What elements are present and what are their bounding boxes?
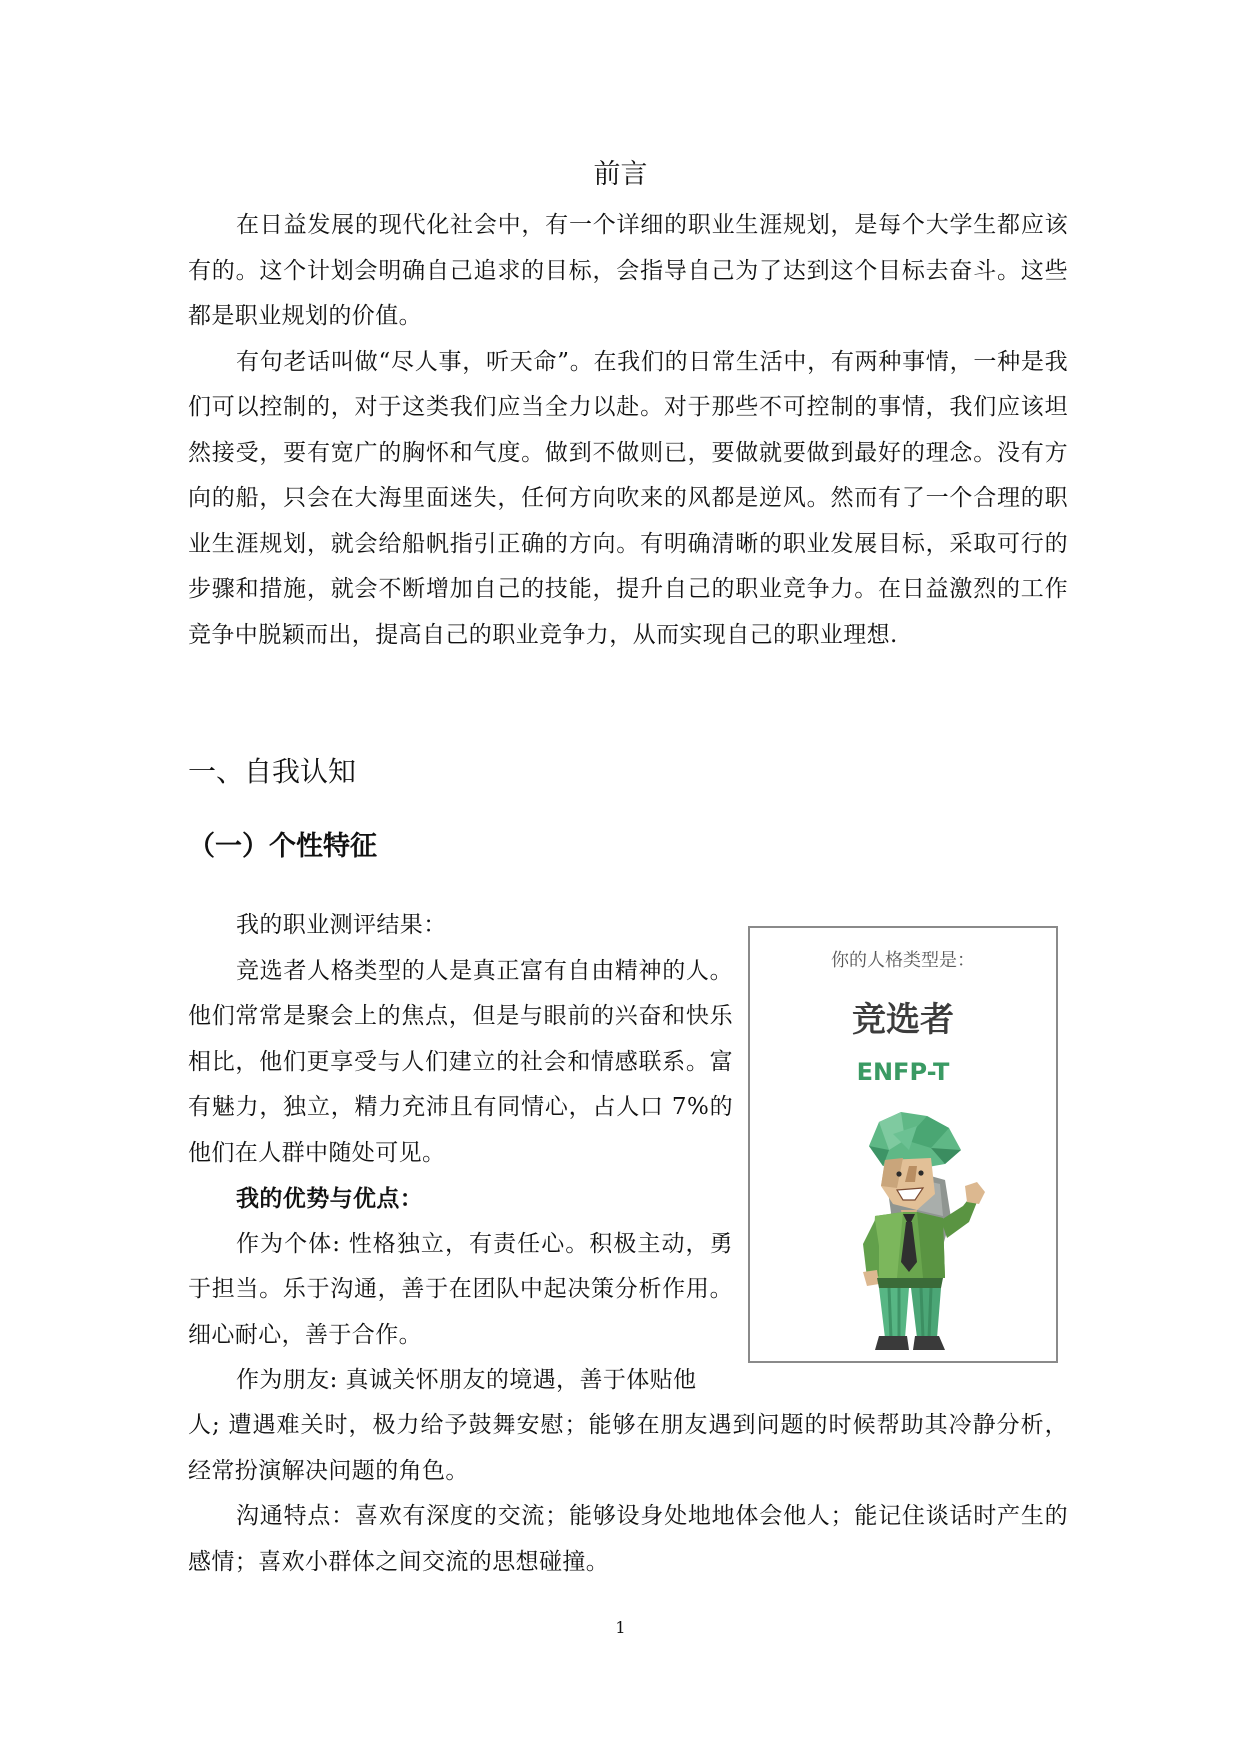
card-type-name: 竞选者 — [852, 1000, 954, 1040]
personality-description: 竞选者人格类型的人是真正富有自由精神的人。他们常常是聚会上的焦点，但是与眼前的兴奋和快乐相比，他们更享受与人们建立的社会和情感联系。富有魅力，独立，精力充沛且有同情心，占人口 7%的他们在人群中随处可见。 — [188, 957, 733, 1166]
preface-paragraph-1: 在日益发展的现代化社会中，有一个详细的职业生涯规划，是每个大学生都应该有的。这个计划会明确自己追求的目标，会指导自己为了达到这个目标去奋斗。这些都是职业规划的价值。 — [188, 212, 1068, 329]
personality-result-card — [748, 926, 1058, 1363]
result-label: 我的职业测评结果： — [236, 912, 447, 938]
page-number: 1 — [615, 1618, 626, 1637]
as-friend-paragraph-rest: 人; 遭遇难关时，极力给予鼓舞安慰；能够在朋友遇到问题的时候帮助其冷静分析，经常扮演解决问题的角色。 — [188, 1412, 1068, 1484]
card-type-code: ENFP-T — [856, 1058, 950, 1086]
subsection-heading: （一）个性特征 — [188, 831, 377, 862]
section-heading: 一、自我认知 — [188, 755, 357, 788]
page-title: 前言 — [593, 159, 648, 190]
campaigner-character-icon — [805, 1106, 1005, 1356]
strengths-heading: 我的优势与优点： — [236, 1185, 424, 1212]
lower-text-block — [188, 1403, 1068, 1585]
preface-paragraph-2: 有句老话叫做“尽人事，听天命”。在我们的日常生活中，有两种事情，一种是我们可以控制的，对于这类我们应当全力以赴。对于那些不可控制的事情，我们应该坦然接受，要有宽广的胸怀和气度。做到不做则已，要做就要做到最好的理念。没有方向的船，只会在大海里面迷失，任何方向吹来的风都是逆风。然而有了一个合理的职业生涯规划，就会给船帆指引正确的方向。有明确清晰的职业发展目标，采取可行的步骤和措施，就会不断增加自己的技能，提升自己的职业竞争力。在日益激烈的工作竞争中脱颖而出，提高自己的职业竞争力，从而实现自己的职业理想. — [188, 348, 1068, 648]
preface-body — [188, 203, 1068, 658]
as-friend-paragraph-start: 作为朋友: 真诚关怀朋友的境遇，善于体贴他 — [236, 1367, 697, 1393]
card-prompt: 你的人格类型是： — [831, 950, 975, 971]
communication-paragraph: 沟通特点：喜欢有深度的交流；能够设身处地地体会他人；能记住谈话时产生的感情；喜欢小群体之间交流的思想碰撞。 — [188, 1503, 1068, 1575]
as-individual-paragraph: 作为个体: 性格独立，有责任心。积极主动，勇于担当。乐于沟通，善于在团队中起决策分析作用。细心耐心，善于合作。 — [188, 1230, 733, 1348]
personality-text-column — [188, 903, 733, 1404]
